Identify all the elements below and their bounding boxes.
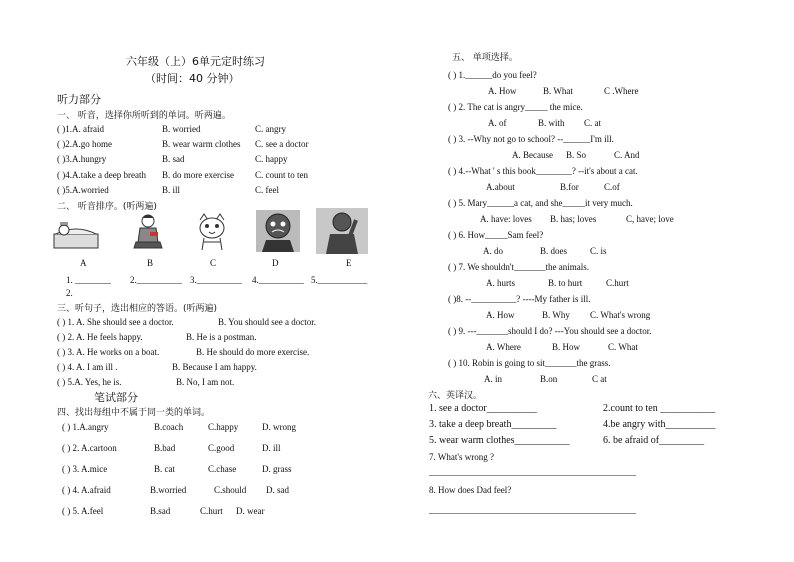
page-title: 六年级（上）6单元定时练习 <box>126 55 265 68</box>
s5-q9-a: A. Where <box>486 342 521 352</box>
s1-q4-c: C. count to ten <box>255 170 308 180</box>
s4-q4-d: D. sad <box>266 485 289 495</box>
pic-label-b: B <box>147 258 154 268</box>
s6-q8-answer-line[interactable]: ______________________________________________ <box>429 505 636 515</box>
s5-q10-b: B.on <box>540 374 558 384</box>
s5-q1-a: A. How <box>488 86 517 96</box>
s5-q1-b: B. What <box>543 86 573 96</box>
order-blank-5[interactable]: 5.___________ <box>311 275 368 285</box>
pic-label-d: D <box>272 258 279 268</box>
section1-title: 一、 听音，选择你所听到的单词。听两遍。 <box>57 111 231 121</box>
s5-q5-c: C, have; love <box>626 214 674 224</box>
s5-q2: ( ) 2. The cat is angry_____ the mice. <box>448 102 583 112</box>
s3-q3: ( ) 3. A. He works on a boat. <box>57 347 160 357</box>
s6-q4[interactable]: 4.be angry with__________ <box>603 419 716 430</box>
s4-q3-c: C.chase <box>208 464 237 474</box>
s6-q7-answer-line[interactable]: ______________________________________________ <box>429 467 636 477</box>
s5-q3-b: B. So <box>566 150 587 160</box>
sick-in-bed-picture <box>52 214 100 252</box>
s3-q5-b: B. No, I am not. <box>176 377 235 387</box>
section6-title: 六、英译汉。 <box>428 391 483 401</box>
s6-q7: 7. What's wrong ? <box>429 452 494 462</box>
s5-q10-a: A. in <box>484 374 502 384</box>
s3-q3-b: B. He should do more exercise. <box>196 347 310 357</box>
s5-q5: ( ) 5. Mary______a cat, and she_____it very much. <box>448 198 633 208</box>
angry-man-picture <box>316 208 368 254</box>
s5-q10: ( ) 10. Robin is going to sit_______the grass. <box>448 358 611 368</box>
s4-q2: ( ) 2. A.cartoon <box>62 443 117 453</box>
s1-q1: ( )1.A. afraid <box>57 124 104 134</box>
s6-q2[interactable]: 2.count to ten ___________ <box>603 403 716 414</box>
s1-q1-b: B. worried <box>162 124 201 134</box>
listening-heading: 听力部分 <box>57 93 101 106</box>
order-extra: 2. <box>66 288 73 298</box>
section2-title: 二、 听音排序。(听两遍) <box>57 202 157 212</box>
s4-q2-d: D. ill <box>262 443 281 453</box>
s4-q1-d: D. wrong <box>262 422 296 432</box>
s1-q3-b: B. sad <box>162 154 185 164</box>
s6-q3[interactable]: 3. take a deep breath_________ <box>429 419 557 430</box>
s4-q5-b: B.sad <box>150 506 171 516</box>
s4-q5-c: C.hurt <box>200 506 223 516</box>
s5-q6-a: A. do <box>483 246 503 256</box>
s1-q2: ( )2.A.go home <box>57 139 112 149</box>
section4-title: 四、找出每组中不属于同一类的单词。 <box>57 408 211 418</box>
s5-q4: ( ) 4.--What ' s this book________? --it's about a cat. <box>448 166 638 176</box>
s5-q7-b: B. to hurt <box>548 278 583 288</box>
s5-q7-a: A. hurts <box>486 278 515 288</box>
s4-q4-c: C.should <box>214 485 247 495</box>
cat-picture <box>192 212 232 252</box>
pic-label-a: A <box>80 258 87 268</box>
s1-q3: ( )3.A.hungry <box>57 154 107 164</box>
written-heading: 笔试部分 <box>94 391 138 404</box>
s5-q6-b: B. does <box>540 246 567 256</box>
order-blank-2[interactable]: 2.__________ <box>130 275 182 285</box>
s5-q8-a: A. How <box>486 310 515 320</box>
s5-q9-c: C. What <box>608 342 638 352</box>
s5-q7: ( ) 7. We shouldn't_______the animals. <box>448 262 589 272</box>
s4-q5: ( ) 5. A.feel <box>62 506 104 516</box>
s5-q3-c: C. And <box>614 150 640 160</box>
hurt-boy-picture <box>128 212 168 252</box>
s5-q5-a: A. have: loves <box>480 214 532 224</box>
s4-q3-d: D. grass <box>262 464 292 474</box>
time-limit: （时间：40 分钟） <box>145 72 240 85</box>
s6-q8: 8. How does Dad feel? <box>429 485 512 495</box>
s4-q4: ( ) 4. A.afraid <box>62 485 111 495</box>
s1-q1-c: C. angry <box>255 124 286 134</box>
s3-q5: ( ) 5.A. Yes, he is. <box>57 377 122 387</box>
s1-q4: ( )4.A.take a deep breath <box>57 170 146 180</box>
s1-q5-b: B. ill <box>162 185 181 195</box>
section3-title: 三、听句子，选出相应的答语。(听两遍) <box>57 304 218 314</box>
s5-q6-c: C. is <box>590 246 607 256</box>
worried-face-picture <box>256 210 300 252</box>
s4-q2-b: B.bad <box>154 443 176 453</box>
s5-q2-b: B. with <box>538 118 565 128</box>
s5-q6: ( ) 6. How_____Sam feel? <box>448 230 544 240</box>
s3-q1-b: B. You should see a doctor. <box>218 317 317 327</box>
pic-label-c: C <box>210 258 217 268</box>
s4-q4-b: B.worried <box>150 485 187 495</box>
s4-q2-c: C.good <box>208 443 235 453</box>
s5-q3: ( ) 3. --Why not go to school? --______I'm ill. <box>448 134 614 144</box>
section5-title: 五、 单项选择。 <box>452 53 518 63</box>
s5-q7-c: C.hurt <box>606 278 629 288</box>
s3-q1: ( ) 1. A. She should see a doctor. <box>57 317 174 327</box>
s1-q5-c: C. feel <box>255 185 279 195</box>
order-blank-1[interactable]: 1. ________ <box>66 275 111 285</box>
s5-q5-b: B. has; loves <box>550 214 597 224</box>
s3-q2: ( ) 2. A. He feels happy. <box>57 332 143 342</box>
s6-q6[interactable]: 6. be afraid of_________ <box>603 435 705 446</box>
s5-q4-c: C.of <box>604 182 620 192</box>
s4-q1: ( ) 1.A.angry <box>62 422 109 432</box>
s5-q3-a: A. Because <box>512 150 553 160</box>
s1-q5: ( )5.A.worried <box>57 185 109 195</box>
s4-q3-b: B. cat <box>154 464 175 474</box>
s1-q3-c: C. happy <box>255 154 288 164</box>
s5-q4-b: B.for <box>560 182 579 192</box>
order-blank-4[interactable]: 4.__________ <box>252 275 304 285</box>
s5-q4-a: A.about <box>486 182 515 192</box>
s4-q1-b: B.coach <box>154 422 184 432</box>
s5-q9-b: B. How <box>552 342 581 352</box>
s3-q2-b: B. He is a postman. <box>186 332 257 342</box>
s5-q10-c: C at <box>592 374 607 384</box>
s6-q5[interactable]: 5. wear warm clothes___________ <box>429 435 570 446</box>
s3-q4-b: B. Because I am happy. <box>172 362 257 372</box>
s5-q8-c: C. What's wrong <box>590 310 651 320</box>
s5-q1: ( ) 1.______do you feel? <box>448 70 537 80</box>
s5-q1-c: C .Where <box>604 86 639 96</box>
s1-q2-b: B. wear warm clothes <box>162 139 241 149</box>
s5-q8-b: B. Why <box>542 310 570 320</box>
s1-q4-b: B. do more exercise <box>162 170 234 180</box>
s4-q1-c: C.happy <box>208 422 239 432</box>
s6-q1[interactable]: 1. see a doctor__________ <box>429 403 537 414</box>
order-blank-3[interactable]: 3.__________ <box>190 275 242 285</box>
s5-q9: ( ) 9. ---_______should I do? ---You should see a doctor. <box>448 326 652 336</box>
s4-q3: ( ) 3. A.mice <box>62 464 108 474</box>
s3-q4: ( ) 4. A. I am ill . <box>57 362 118 372</box>
s5-q8: ( )8. --__________? ----My father is ill. <box>448 294 591 304</box>
s5-q2-c: C. at <box>584 118 601 128</box>
pic-label-e: E <box>346 258 352 268</box>
s1-q2-c: C. see a doctor <box>255 139 309 149</box>
s5-q2-a: A. of <box>488 118 507 128</box>
s4-q5-d: D. wear <box>236 506 265 516</box>
